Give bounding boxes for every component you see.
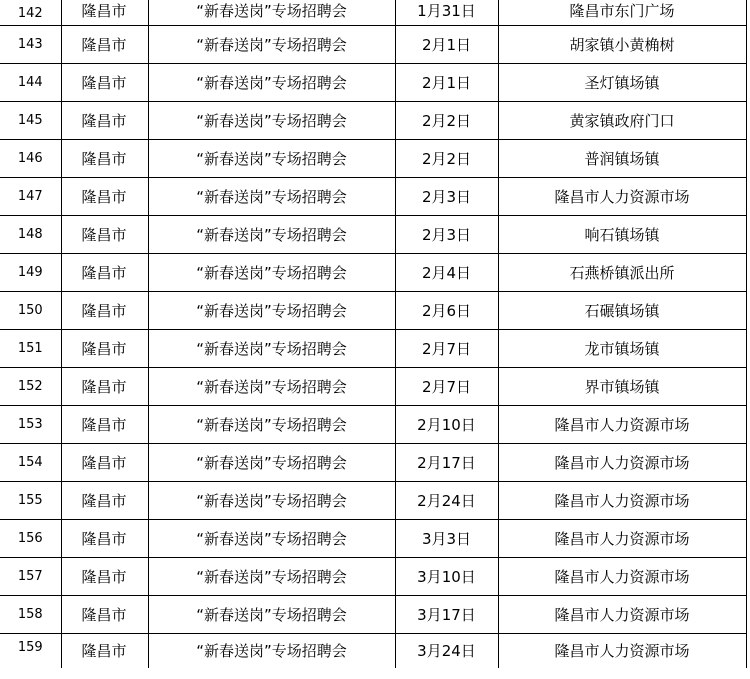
city-cell: 隆昌市 (61, 102, 148, 140)
event-name-cell: “新春送岗”专场招聘会 (148, 216, 395, 254)
table-row (0, 0, 746, 26)
location-cell: 界市镇场镇 (498, 368, 746, 406)
table-row (0, 254, 746, 292)
row-number-cell: 159 (0, 634, 61, 669)
date-cell: 2月4日 (395, 254, 498, 292)
row-number-cell: 147 (0, 178, 61, 216)
row-number-cell: 157 (0, 558, 61, 596)
date-cell: 2月2日 (395, 102, 498, 140)
table-row (0, 178, 746, 216)
city-cell: 隆昌市 (61, 596, 148, 634)
row-number-cell: 148 (0, 216, 61, 254)
event-name-cell: “新春送岗”专场招聘会 (148, 596, 395, 634)
city-cell: 隆昌市 (61, 368, 148, 406)
date-cell: 2月17日 (395, 444, 498, 482)
location-cell: 隆昌市东门广场 (498, 0, 746, 26)
location-cell: 隆昌市人力资源市场 (498, 634, 746, 669)
date-cell: 3月10日 (395, 558, 498, 596)
table-row (0, 634, 746, 669)
event-name-cell: “新春送岗”专场招聘会 (148, 558, 395, 596)
event-name-cell: “新春送岗”专场招聘会 (148, 26, 395, 64)
row-number-cell: 150 (0, 292, 61, 330)
row-number-cell: 144 (0, 64, 61, 102)
table-row (0, 292, 746, 330)
date-cell: 3月24日 (395, 634, 498, 669)
row-number-cell: 158 (0, 596, 61, 634)
table-row (0, 140, 746, 178)
event-name-cell: “新春送岗”专场招聘会 (148, 254, 395, 292)
event-name-cell: “新春送岗”专场招聘会 (148, 140, 395, 178)
date-cell: 2月3日 (395, 178, 498, 216)
row-number-cell: 152 (0, 368, 61, 406)
city-cell: 隆昌市 (61, 406, 148, 444)
table-row (0, 216, 746, 254)
city-cell: 隆昌市 (61, 482, 148, 520)
city-cell: 隆昌市 (61, 292, 148, 330)
location-cell: 隆昌市人力资源市场 (498, 178, 746, 216)
date-cell: 2月7日 (395, 330, 498, 368)
event-name-cell: “新春送岗”专场招聘会 (148, 0, 395, 26)
date-cell: 2月1日 (395, 26, 498, 64)
event-name-cell: “新春送岗”专场招聘会 (148, 634, 395, 669)
event-name-cell: “新春送岗”专场招聘会 (148, 368, 395, 406)
location-cell: 隆昌市人力资源市场 (498, 520, 746, 558)
event-name-cell: “新春送岗”专场招聘会 (148, 178, 395, 216)
row-number-cell: 153 (0, 406, 61, 444)
city-cell: 隆昌市 (61, 0, 148, 26)
location-cell: 隆昌市人力资源市场 (498, 444, 746, 482)
table-row (0, 520, 746, 558)
location-cell: 石碾镇场镇 (498, 292, 746, 330)
location-cell: 隆昌市人力资源市场 (498, 406, 746, 444)
location-cell: 隆昌市人力资源市场 (498, 596, 746, 634)
row-number-cell: 142 (0, 0, 61, 26)
table-row (0, 26, 746, 64)
event-name-cell: “新春送岗”专场招聘会 (148, 444, 395, 482)
location-cell: 胡家镇小黄桷树 (498, 26, 746, 64)
table-row (0, 558, 746, 596)
table-row (0, 102, 746, 140)
city-cell: 隆昌市 (61, 520, 148, 558)
row-number-cell: 146 (0, 140, 61, 178)
location-cell: 圣灯镇场镇 (498, 64, 746, 102)
city-cell: 隆昌市 (61, 444, 148, 482)
location-cell: 石燕桥镇派出所 (498, 254, 746, 292)
row-number-cell: 151 (0, 330, 61, 368)
date-cell: 2月24日 (395, 482, 498, 520)
row-number-cell: 143 (0, 26, 61, 64)
row-number-cell: 154 (0, 444, 61, 482)
event-name-cell: “新春送岗”专场招聘会 (148, 64, 395, 102)
date-cell: 2月3日 (395, 216, 498, 254)
table-row (0, 330, 746, 368)
row-number-cell: 145 (0, 102, 61, 140)
date-cell: 3月17日 (395, 596, 498, 634)
row-number-cell: 149 (0, 254, 61, 292)
table-row (0, 596, 746, 634)
date-cell: 2月1日 (395, 64, 498, 102)
table-row (0, 444, 746, 482)
table-row (0, 482, 746, 520)
table-row (0, 64, 746, 102)
city-cell: 隆昌市 (61, 140, 148, 178)
location-cell: 普润镇场镇 (498, 140, 746, 178)
city-cell: 隆昌市 (61, 64, 148, 102)
location-cell: 隆昌市人力资源市场 (498, 558, 746, 596)
location-cell: 龙市镇场镇 (498, 330, 746, 368)
row-number-cell: 155 (0, 482, 61, 520)
event-name-cell: “新春送岗”专场招聘会 (148, 292, 395, 330)
event-name-cell: “新春送岗”专场招聘会 (148, 102, 395, 140)
location-cell: 隆昌市人力资源市场 (498, 482, 746, 520)
date-cell: 2月10日 (395, 406, 498, 444)
event-name-cell: “新春送岗”专场招聘会 (148, 330, 395, 368)
date-cell: 2月6日 (395, 292, 498, 330)
location-cell: 响石镇场镇 (498, 216, 746, 254)
city-cell: 隆昌市 (61, 26, 148, 64)
table-row (0, 406, 746, 444)
city-cell: 隆昌市 (61, 330, 148, 368)
city-cell: 隆昌市 (61, 216, 148, 254)
city-cell: 隆昌市 (61, 178, 148, 216)
date-cell: 2月7日 (395, 368, 498, 406)
location-cell: 黄家镇政府门口 (498, 102, 746, 140)
row-number-cell: 156 (0, 520, 61, 558)
city-cell: 隆昌市 (61, 558, 148, 596)
date-cell: 3月3日 (395, 520, 498, 558)
date-cell: 1月31日 (395, 0, 498, 26)
event-name-cell: “新春送岗”专场招聘会 (148, 520, 395, 558)
city-cell: 隆昌市 (61, 254, 148, 292)
city-cell: 隆昌市 (61, 634, 148, 669)
event-name-cell: “新春送岗”专场招聘会 (148, 482, 395, 520)
event-name-cell: “新春送岗”专场招聘会 (148, 406, 395, 444)
table-row (0, 368, 746, 406)
date-cell: 2月2日 (395, 140, 498, 178)
